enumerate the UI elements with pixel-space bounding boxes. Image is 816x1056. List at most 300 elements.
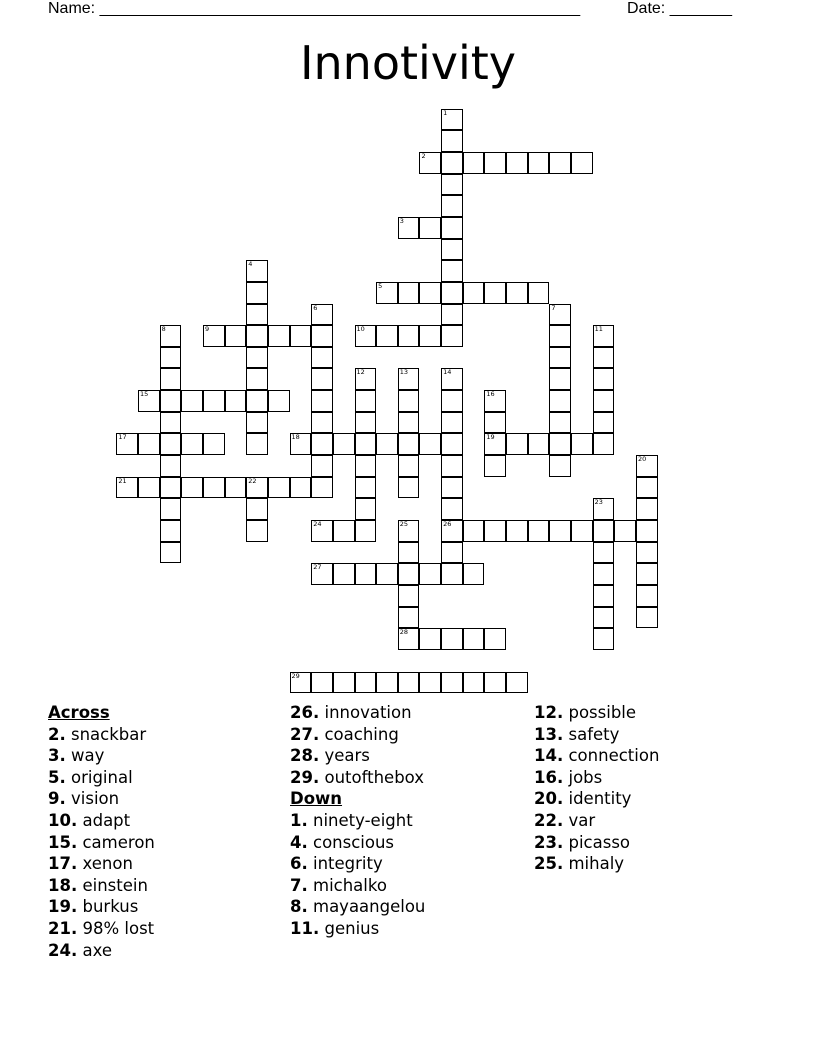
- clue-across: [48, 832, 155, 854]
- clue-number: 1: [443, 108, 448, 117]
- clue-across: [48, 810, 155, 832]
- clue-number: 8.: [290, 897, 308, 917]
- clue-number: 9.: [48, 789, 66, 809]
- clue-text: years: [324, 746, 370, 766]
- clue-number: 10.: [48, 810, 78, 830]
- grid-cell[interactable]: [203, 325, 225, 347]
- grid-cell[interactable]: [246, 520, 268, 542]
- grid-cell[interactable]: [484, 390, 506, 412]
- grid-cell[interactable]: [441, 325, 463, 347]
- grid-cell[interactable]: [160, 542, 182, 564]
- grid-cell[interactable]: [636, 498, 658, 520]
- grid-cell[interactable]: [116, 433, 138, 455]
- grid-cell[interactable]: [441, 239, 463, 261]
- grid-cell[interactable]: [441, 195, 463, 217]
- grid-cell[interactable]: [636, 585, 658, 607]
- grid-cell[interactable]: [593, 498, 615, 520]
- grid-cell[interactable]: [246, 498, 268, 520]
- grid-cell[interactable]: [593, 628, 615, 650]
- grid-cell[interactable]: [290, 672, 312, 694]
- grid-cell[interactable]: [311, 477, 333, 499]
- grid-cell[interactable]: [549, 520, 571, 542]
- clue-number: 18.: [48, 875, 78, 895]
- clue-number: 21.: [48, 918, 78, 938]
- grid-cell[interactable]: [355, 390, 377, 412]
- grid-cell[interactable]: [333, 563, 355, 585]
- grid-cell[interactable]: [419, 282, 441, 304]
- grid-cell[interactable]: [398, 563, 420, 585]
- clue-text: var: [568, 810, 596, 830]
- grid-cell[interactable]: [441, 542, 463, 564]
- grid-cell[interactable]: [549, 455, 571, 477]
- clue-across: [290, 767, 425, 789]
- grid-cell[interactable]: [116, 477, 138, 499]
- clue-down: [290, 853, 425, 875]
- grid-cell[interactable]: [203, 390, 225, 412]
- grid-cell[interactable]: [333, 433, 355, 455]
- clue-text: xenon: [82, 854, 133, 874]
- grid-cell[interactable]: [398, 542, 420, 564]
- grid-cell[interactable]: [355, 368, 377, 390]
- clue-number: 6: [313, 303, 318, 312]
- grid-cell[interactable]: [636, 477, 658, 499]
- grid-cell[interactable]: [398, 455, 420, 477]
- grid-cell[interactable]: [398, 282, 420, 304]
- clue-across: [48, 896, 155, 918]
- grid-cell[interactable]: [441, 368, 463, 390]
- grid-cell[interactable]: [549, 347, 571, 369]
- grid-cell[interactable]: [593, 325, 615, 347]
- grid-cell[interactable]: [311, 412, 333, 434]
- grid-cell[interactable]: [246, 368, 268, 390]
- grid-cell[interactable]: [593, 412, 615, 434]
- grid-cell[interactable]: [160, 520, 182, 542]
- grid-cell[interactable]: [355, 325, 377, 347]
- clue-text: way: [71, 746, 105, 766]
- clue-number: 10: [356, 325, 365, 334]
- grid-cell[interactable]: [463, 520, 485, 542]
- grid-cell[interactable]: [506, 433, 528, 455]
- clue-across: [48, 788, 155, 810]
- grid-cell[interactable]: [398, 368, 420, 390]
- grid-cell[interactable]: [246, 304, 268, 326]
- grid-cell[interactable]: [246, 477, 268, 499]
- grid-cell[interactable]: [333, 520, 355, 542]
- grid-cell[interactable]: [203, 433, 225, 455]
- grid-cell[interactable]: [355, 433, 377, 455]
- grid-cell[interactable]: [506, 152, 528, 174]
- grid-cell[interactable]: [246, 325, 268, 347]
- grid-cell[interactable]: [160, 325, 182, 347]
- clue-text: picasso: [568, 832, 631, 852]
- grid-cell[interactable]: [528, 433, 550, 455]
- clue-down: [290, 896, 425, 918]
- grid-cell[interactable]: [376, 433, 398, 455]
- clue-text: snackbar: [71, 724, 147, 744]
- grid-cell[interactable]: [376, 672, 398, 694]
- clue-number: 6.: [290, 854, 308, 874]
- grid-cell[interactable]: [441, 304, 463, 326]
- grid-cell[interactable]: [398, 412, 420, 434]
- clue-number: 24.: [48, 940, 78, 960]
- grid-cell[interactable]: [506, 520, 528, 542]
- grid-cell[interactable]: [160, 477, 182, 499]
- clue-text: original: [71, 767, 133, 787]
- clue-number: 18: [291, 433, 300, 442]
- grid-cell[interactable]: [419, 672, 441, 694]
- grid-cell[interactable]: [571, 520, 593, 542]
- grid-cell[interactable]: [398, 325, 420, 347]
- clue-text: cameron: [82, 832, 155, 852]
- across-heading-text: Across: [48, 703, 110, 722]
- grid-cell[interactable]: [160, 347, 182, 369]
- grid-cell[interactable]: [290, 325, 312, 347]
- clue-across: [48, 745, 155, 767]
- grid-cell[interactable]: [571, 433, 593, 455]
- grid-cell[interactable]: [506, 672, 528, 694]
- grid-cell[interactable]: [138, 433, 160, 455]
- clue-across: [48, 875, 155, 897]
- grid-cell[interactable]: [593, 542, 615, 564]
- grid-cell[interactable]: [376, 563, 398, 585]
- clue-across: [290, 702, 425, 724]
- clue-number: 11: [594, 325, 603, 334]
- grid-cell[interactable]: [355, 672, 377, 694]
- puzzle-title: Innotivity: [299, 36, 517, 90]
- grid-cell[interactable]: [528, 152, 550, 174]
- grid-cell[interactable]: [484, 520, 506, 542]
- grid-cell[interactable]: [311, 347, 333, 369]
- grid-cell[interactable]: [398, 672, 420, 694]
- clue-number: 15.: [48, 832, 78, 852]
- clue-number: 27: [313, 563, 322, 572]
- grid-cell[interactable]: [636, 520, 658, 542]
- grid-cell[interactable]: [311, 455, 333, 477]
- grid-cell[interactable]: [311, 672, 333, 694]
- grid-cell[interactable]: [246, 433, 268, 455]
- date-field-label: Date: _______: [627, 0, 732, 17]
- grid-cell[interactable]: [463, 282, 485, 304]
- clue-number: 26.: [290, 703, 320, 722]
- grid-cell[interactable]: [636, 563, 658, 585]
- grid-cell[interactable]: [463, 152, 485, 174]
- clue-number: 16.: [534, 767, 564, 787]
- clue-number: 20: [637, 455, 647, 464]
- clue-text: outofthebox: [324, 767, 425, 787]
- grid-cell[interactable]: [441, 282, 463, 304]
- grid-cell[interactable]: [593, 520, 615, 542]
- grid-cell[interactable]: [246, 282, 268, 304]
- clue-number: 13.: [534, 724, 564, 744]
- grid-cell[interactable]: [484, 628, 506, 650]
- grid-cell[interactable]: [311, 325, 333, 347]
- grid-cell[interactable]: [441, 109, 463, 131]
- grid-cell[interactable]: [138, 477, 160, 499]
- clue-number: 17.: [48, 854, 78, 874]
- grid-cell[interactable]: [333, 672, 355, 694]
- clue-text: integrity: [313, 854, 383, 874]
- clue-number: 5.: [48, 767, 66, 787]
- clue-text: connection: [568, 746, 660, 766]
- clue-down: [290, 832, 425, 854]
- grid-cell[interactable]: [419, 217, 441, 239]
- grid-cell[interactable]: [160, 390, 182, 412]
- clue-number: 26: [443, 520, 452, 528]
- grid-cell[interactable]: [441, 477, 463, 499]
- clue-number: 14: [443, 368, 452, 377]
- clue-text: mihaly: [568, 854, 625, 874]
- clue-across: [48, 767, 155, 789]
- clue-number: 7.: [290, 875, 308, 895]
- grid-cell[interactable]: [181, 477, 203, 499]
- grid-cell[interactable]: [355, 412, 377, 434]
- grid-cell[interactable]: [398, 217, 420, 239]
- grid-cell[interactable]: [636, 607, 658, 629]
- clue-number: 5: [378, 281, 383, 290]
- grid-cell[interactable]: [441, 455, 463, 477]
- clue-number: 21: [118, 476, 127, 485]
- grid-cell[interactable]: [506, 282, 528, 304]
- grid-cell[interactable]: [484, 152, 506, 174]
- clue-down: [534, 724, 659, 746]
- grid-cell[interactable]: [419, 152, 441, 174]
- clue-number: 16: [486, 390, 495, 399]
- grid-cell[interactable]: [614, 520, 636, 542]
- clue-down: [534, 745, 659, 767]
- grid-cell[interactable]: [463, 628, 485, 650]
- clue-number: 15: [140, 390, 149, 399]
- grid-cell[interactable]: [398, 520, 420, 542]
- clue-number: 27.: [290, 724, 320, 744]
- clue-number: 2: [421, 151, 426, 160]
- grid-cell[interactable]: [636, 455, 658, 477]
- clue-down: [534, 810, 659, 832]
- grid-cell[interactable]: [419, 563, 441, 585]
- clue-number: 29: [291, 671, 300, 680]
- grid-cell[interactable]: [268, 390, 290, 412]
- clue-text: burkus: [82, 897, 139, 917]
- grid-cell[interactable]: [311, 433, 333, 455]
- clues-column-1: [48, 702, 155, 961]
- clue-down: [534, 767, 659, 789]
- clue-text: adapt: [82, 810, 131, 830]
- clue-text: jobs: [568, 767, 603, 787]
- grid-cell[interactable]: [441, 130, 463, 152]
- clue-number: 23.: [534, 832, 564, 852]
- clue-number: 11.: [290, 918, 320, 938]
- grid-cell[interactable]: [593, 563, 615, 585]
- clue-text: innovation: [324, 703, 412, 722]
- grid-cell[interactable]: [441, 152, 463, 174]
- clue-number: 23: [594, 498, 603, 507]
- grid-cell[interactable]: [549, 368, 571, 390]
- clue-text: safety: [568, 724, 620, 744]
- grid-cell[interactable]: [593, 368, 615, 390]
- clue-number: 1.: [290, 810, 308, 830]
- clue-number: 28: [399, 628, 409, 637]
- grid-cell[interactable]: [376, 325, 398, 347]
- grid-cell[interactable]: [636, 542, 658, 564]
- grid-cell[interactable]: [203, 477, 225, 499]
- grid-cell[interactable]: [246, 347, 268, 369]
- grid-cell[interactable]: [225, 477, 247, 499]
- clue-text: ninety-eight: [313, 810, 413, 830]
- grid-cell[interactable]: [549, 412, 571, 434]
- grid-cell[interactable]: [311, 368, 333, 390]
- grid-cell[interactable]: [181, 433, 203, 455]
- grid-cell[interactable]: [398, 585, 420, 607]
- grid-cell[interactable]: [311, 304, 333, 326]
- down-heading: [290, 788, 425, 810]
- grid-cell[interactable]: [441, 217, 463, 239]
- clue-text: mayaangelou: [313, 897, 426, 917]
- clue-number: 4: [248, 260, 253, 269]
- grid-cell[interactable]: [355, 563, 377, 585]
- clue-across: [48, 918, 155, 940]
- clue-number: 17: [118, 433, 127, 442]
- grid-cell[interactable]: [593, 347, 615, 369]
- grid-cell[interactable]: [484, 412, 506, 434]
- grid-cell[interactable]: [549, 325, 571, 347]
- grid-cell[interactable]: [225, 325, 247, 347]
- grid-cell[interactable]: [268, 325, 290, 347]
- clue-down: [290, 918, 425, 940]
- grid-cell[interactable]: [160, 455, 182, 477]
- grid-cell[interactable]: [441, 260, 463, 282]
- grid-cell[interactable]: [441, 672, 463, 694]
- grid-cell[interactable]: [441, 498, 463, 520]
- grid-cell[interactable]: [160, 368, 182, 390]
- clue-down: [534, 702, 659, 724]
- grid-cell[interactable]: [246, 260, 268, 282]
- clue-number: 13: [399, 368, 409, 377]
- grid-cell[interactable]: [398, 433, 420, 455]
- down-heading-text: Down: [290, 789, 343, 809]
- clue-down: [534, 788, 659, 810]
- clue-down: [534, 853, 659, 875]
- clue-number: 25.: [534, 854, 564, 874]
- clue-number: 25: [399, 520, 409, 528]
- grid-cell[interactable]: [549, 152, 571, 174]
- grid-cell[interactable]: [311, 520, 333, 542]
- grid-cell[interactable]: [528, 282, 550, 304]
- grid-cell[interactable]: [484, 672, 506, 694]
- clue-text: 98% lost: [82, 918, 155, 938]
- grid-cell[interactable]: [246, 412, 268, 434]
- grid-cell[interactable]: [311, 563, 333, 585]
- grid-cell[interactable]: [484, 433, 506, 455]
- grid-cell[interactable]: [160, 498, 182, 520]
- grid-cell[interactable]: [463, 672, 485, 694]
- grid-cell[interactable]: [528, 520, 550, 542]
- clue-number: 28.: [290, 746, 320, 766]
- grid-cell[interactable]: [463, 563, 485, 585]
- grid-cell[interactable]: [355, 498, 377, 520]
- clue-number: 24: [313, 520, 322, 528]
- clues-column-3: [534, 702, 659, 875]
- clue-across: [48, 853, 155, 875]
- clue-number: 19.: [48, 897, 78, 917]
- grid-cell[interactable]: [138, 390, 160, 412]
- grid-cell[interactable]: [398, 607, 420, 629]
- grid-cell[interactable]: [311, 390, 333, 412]
- clue-number: 22: [248, 476, 257, 485]
- name-field-label: Name: ______________________________________________________: [48, 0, 581, 17]
- clue-across: [48, 940, 155, 962]
- clue-number: 8: [161, 325, 166, 334]
- grid-cell[interactable]: [355, 477, 377, 499]
- grid-cell[interactable]: [549, 433, 571, 455]
- across-heading: [48, 702, 155, 724]
- grid-cell[interactable]: [355, 520, 377, 542]
- grid-cell[interactable]: [484, 282, 506, 304]
- grid-cell[interactable]: [593, 607, 615, 629]
- grid-cell[interactable]: [441, 433, 463, 455]
- grid-cell[interactable]: [355, 455, 377, 477]
- grid-cell[interactable]: [441, 628, 463, 650]
- clue-across: [290, 745, 425, 767]
- grid-cell[interactable]: [593, 390, 615, 412]
- clue-text: einstein: [82, 875, 148, 895]
- grid-cell[interactable]: [484, 455, 506, 477]
- clue-number: 3: [399, 216, 404, 225]
- grid-cell[interactable]: [419, 325, 441, 347]
- grid-cell[interactable]: [268, 477, 290, 499]
- grid-cell[interactable]: [441, 563, 463, 585]
- grid-cell[interactable]: [181, 390, 203, 412]
- grid-cell[interactable]: [225, 390, 247, 412]
- grid-cell[interactable]: [398, 477, 420, 499]
- clue-number: 14.: [534, 746, 564, 766]
- clue-number: 22.: [534, 810, 564, 830]
- clues-column-2: [290, 702, 425, 940]
- grid-cell[interactable]: [419, 628, 441, 650]
- grid-cell[interactable]: [160, 433, 182, 455]
- clue-text: identity: [568, 789, 632, 809]
- clue-number: 3.: [48, 746, 66, 766]
- grid-cell[interactable]: [290, 433, 312, 455]
- clue-text: conscious: [313, 832, 395, 852]
- clue-number: 7: [551, 303, 556, 312]
- grid-cell[interactable]: [441, 520, 463, 542]
- grid-cell[interactable]: [290, 477, 312, 499]
- clue-number: 12.: [534, 703, 564, 722]
- grid-cell[interactable]: [376, 282, 398, 304]
- clue-number: 29.: [290, 767, 320, 787]
- grid-cell[interactable]: [419, 433, 441, 455]
- clue-text: axe: [82, 940, 113, 960]
- clue-text: michalko: [313, 875, 387, 895]
- grid-cell[interactable]: [571, 152, 593, 174]
- grid-cell[interactable]: [160, 412, 182, 434]
- clue-number: 20.: [534, 789, 564, 809]
- grid-cell[interactable]: [549, 390, 571, 412]
- clue-number: 19: [486, 433, 495, 442]
- clue-number: 9: [204, 325, 210, 334]
- grid-cell[interactable]: [593, 585, 615, 607]
- grid-cell[interactable]: [246, 390, 268, 412]
- grid-cell[interactable]: [549, 304, 571, 326]
- grid-cell[interactable]: [593, 433, 615, 455]
- clue-text: vision: [71, 789, 120, 809]
- clue-down: [290, 810, 425, 832]
- grid-cell[interactable]: [398, 390, 420, 412]
- grid-cell[interactable]: [441, 412, 463, 434]
- grid-cell[interactable]: [441, 390, 463, 412]
- grid-cell[interactable]: [441, 174, 463, 196]
- grid-cell[interactable]: [398, 628, 420, 650]
- clue-down: [290, 875, 425, 897]
